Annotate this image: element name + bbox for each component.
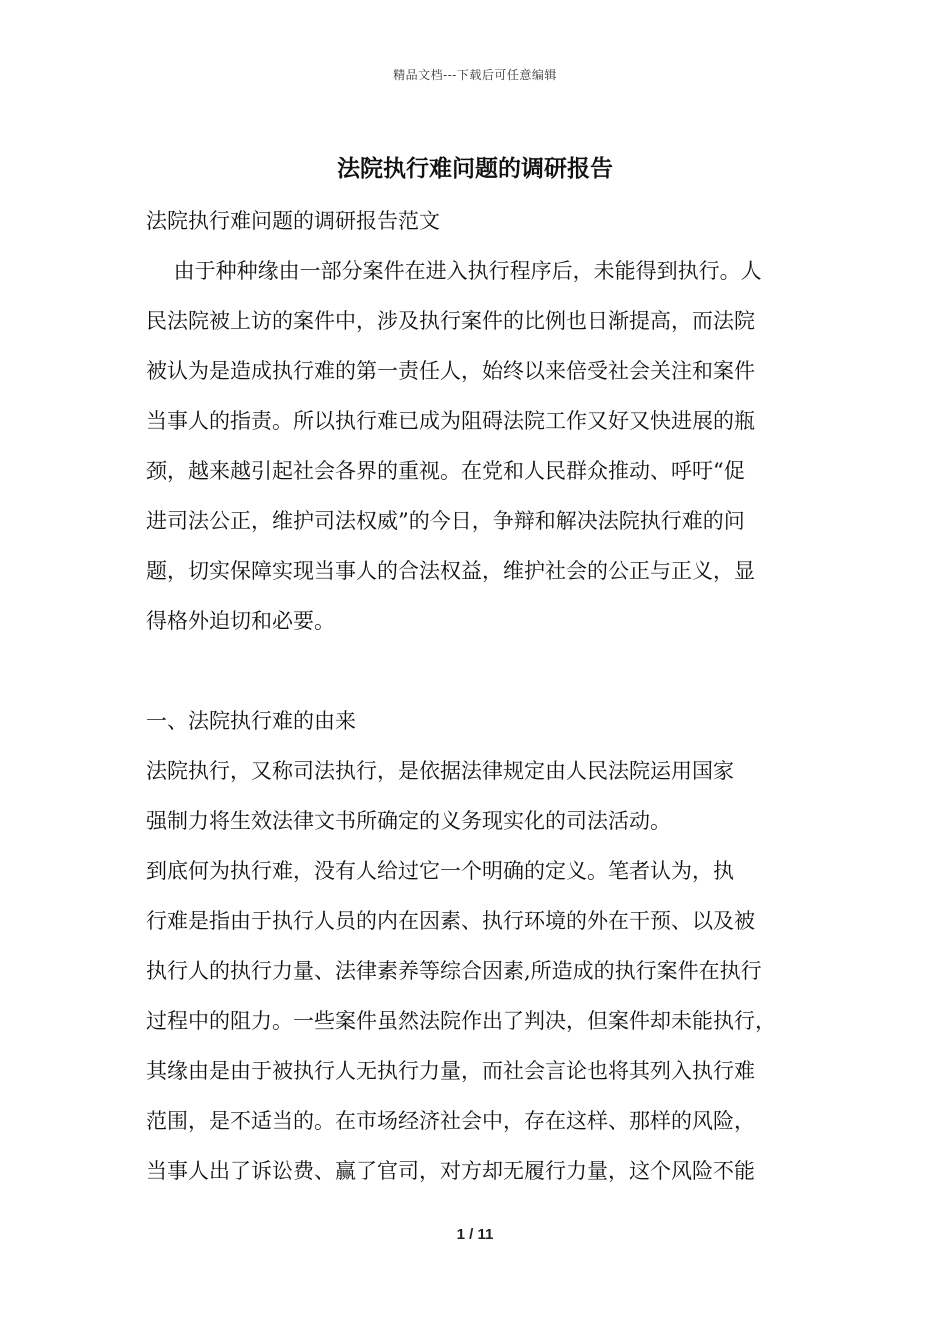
paragraph-line: 法院执行，又称司法执行，是依据法律规定由人民法院运用国家 — [146, 759, 734, 783]
paragraph-line: 由于种种缘由一部分案件在进入执行程序后，未能得到执行。人 — [146, 259, 762, 283]
paragraph-line: 到底何为执行难，没有人给过它一个明确的定义。笔者认为，执 — [146, 859, 734, 883]
document-body — [146, 196, 818, 1196]
subtitle-line: 法院执行难问题的调研报告范文 — [146, 209, 440, 233]
paragraph-line: 当事人出了诉讼费、赢了官司，对方却无履行力量，这个风险不能 — [146, 1159, 755, 1183]
paragraph-line: 民法院被上访的案件中，涉及执行案件的比例也日渐提高，而法院 — [146, 309, 755, 333]
paragraph-line: 进司法公正，维护司法权威”的今日，争辩和解决法院执行难的问 — [146, 509, 745, 533]
paragraph-line: 过程中的阻力。一些案件虽然法院作出了判决，但案件却未能执行， — [146, 1009, 776, 1033]
document-title: 法院执行难问题的调研报告 — [337, 155, 613, 182]
paragraph-gap — [146, 646, 818, 696]
paragraph-line: 得格外迫切和必要。 — [146, 609, 335, 633]
page-number: 1 / 11 — [456, 1226, 494, 1243]
paragraph-line: 范围，是不适当的。在市场经济社会中，存在这样、那样的风险， — [146, 1109, 755, 1133]
paragraph-line: 当事人的指责。所以执行难已成为阻碍法院工作又好又快进展的瓶 — [146, 409, 755, 433]
paragraph-line: 强制力将生效法律文书所确定的义务现实化的司法活动。 — [146, 809, 671, 833]
paragraph-line: 执行人的执行力量、法律素养等综合因素,所造成的执行案件在执行 — [146, 959, 762, 983]
paragraph-line: 被认为是造成执行难的第一责任人，始终以来倍受社会关注和案件 — [146, 359, 755, 383]
section-heading: 一、法院执行难的由来 — [146, 709, 356, 733]
paragraph-line: 颈，越来越引起社会各界的重视。在党和人民群众推动、呼吁“促 — [146, 459, 745, 483]
paragraph-line: 其缘由是由于被执行人无执行力量，而社会言论也将其列入执行难 — [146, 1059, 755, 1083]
paragraph-line: 行难是指由于执行人员的内在因素、执行环境的外在干预、以及被 — [146, 909, 755, 933]
paragraph-line: 题，切实保障实现当事人的合法权益，维护社会的公正与正义，显 — [146, 559, 755, 583]
page-header: 精品文档---下载后可任意编辑 — [393, 68, 557, 82]
